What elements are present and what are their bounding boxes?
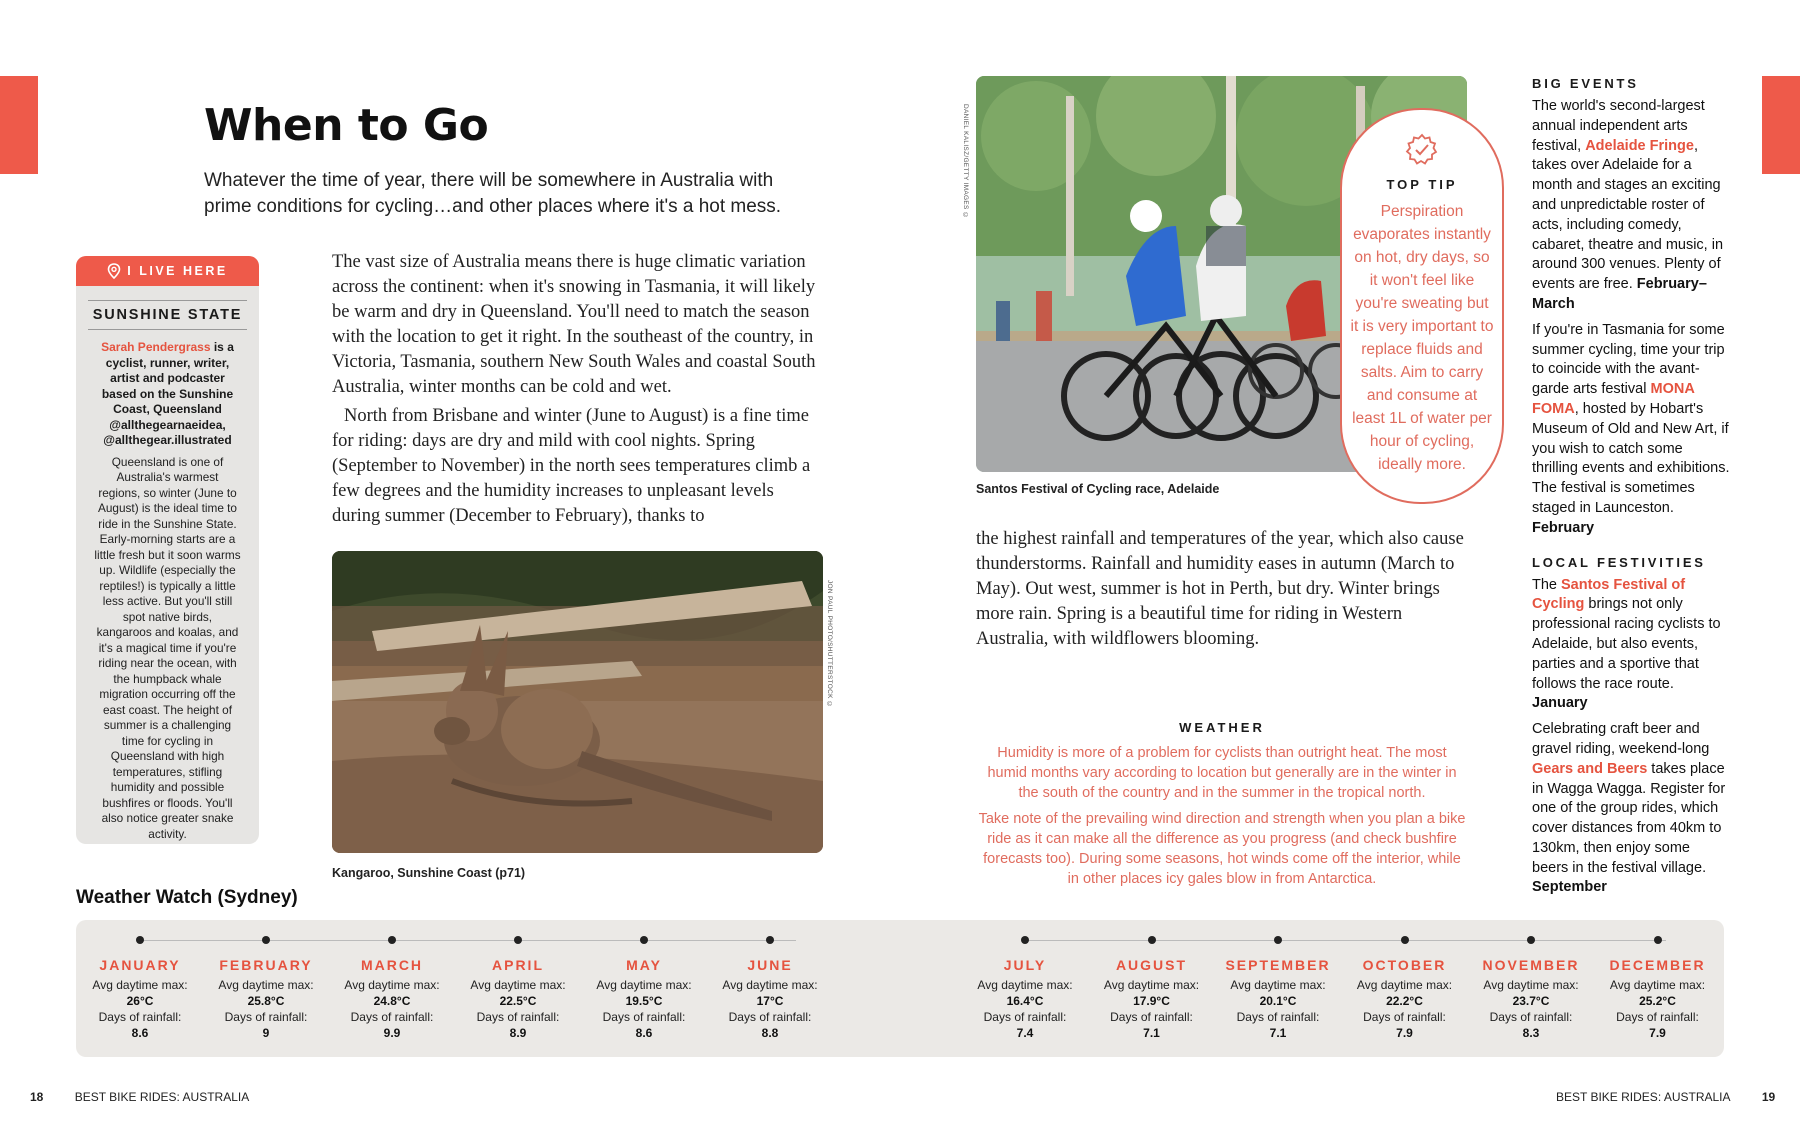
- rain-label: Days of rainfall:: [1363, 1010, 1446, 1024]
- local-card-text: Queensland is one of Australia's warmest regions, so winter (June to August) is the ideal time to ride in the Sunshine State. Early-morning starts are a little fresh but it soon warms up. Wildlife (especially the reptiles!) is typically a little less active. But you'll still spot native birds, kangaroos and koalas, and it's a magical time if you're riding near the ocean, with the humpback whale migration occurring off the east coast. The height of summer is a challenging time for cycling in Queensland with high temperatures, stifling humidity and possible bushfires or floods. You'll also notice greater snake activity.: [94, 454, 241, 841]
- badge-check-icon: [1404, 132, 1440, 168]
- month-name: SEPTEMBER: [1225, 957, 1331, 973]
- timeline-dot: [1401, 936, 1409, 944]
- rain-label: Days of rainfall:: [1489, 1010, 1573, 1024]
- big-events-p2-text-a: If you're in Tasmania for some summer cycling, time your trip to coincide with the avant-garde arts festival: [1532, 321, 1725, 398]
- month-name: OCTOBER: [1362, 957, 1447, 973]
- rain-value: 8.6: [635, 1026, 653, 1040]
- adelaide-fringe-highlight: Adelaide Fringe: [1585, 137, 1694, 154]
- month-column: [589, 936, 699, 1041]
- month-name: FEBRUARY: [219, 957, 313, 973]
- kangaroo-photo-caption: Kangaroo, Sunshine Coast (p71): [332, 866, 526, 880]
- month-name: MARCH: [360, 957, 424, 973]
- month-column: [715, 936, 825, 1041]
- months-first-half: [85, 936, 841, 1041]
- weather-watch-panel: [76, 920, 1724, 1057]
- cycling-photo-caption: Santos Festival of Cycling race, Adelaide: [976, 482, 1220, 496]
- events-sidebar: [1532, 76, 1730, 904]
- right-body-paragraph: the highest rainfall and temperatures of the year, which also cause thunderstorms. Rainfall and humidity eases in autumn (March to May). Out west, summer is hot in Perth, but dry. Winter brings more rain. Spring is a beautiful time for riding in Western Australia, with wildflowers blooming.: [976, 529, 1464, 649]
- rain-value: 7.1: [1269, 1026, 1287, 1040]
- local-card-title: SUNSHINE STATE: [88, 300, 247, 330]
- map-pin-icon: [107, 263, 121, 279]
- temp-label: Avg daytime max:: [1483, 978, 1579, 992]
- temp-value: 17.9°C: [1133, 994, 1170, 1008]
- rain-label: Days of rainfall:: [1236, 1010, 1320, 1024]
- temp-label: Avg daytime max:: [722, 978, 818, 992]
- rain-value: 9.9: [383, 1026, 401, 1040]
- month-column: [463, 936, 573, 1041]
- rain-value: 8.8: [761, 1026, 779, 1040]
- timeline-dot: [136, 936, 144, 944]
- temp-label: Avg daytime max:: [1230, 978, 1326, 992]
- temp-value: 26°C: [126, 994, 154, 1008]
- local-festivities-p2-text-a: Celebrating craft beer and gravel riding, weekend-long: [1532, 721, 1710, 757]
- local-festivities-p1-text-b: brings not only professional racing cyclists to Adelaide, but also events, parties and a sportive that follows the race route.: [1532, 596, 1721, 692]
- rain-value: 7.9: [1396, 1026, 1413, 1040]
- temp-label: Avg daytime max:: [596, 978, 692, 992]
- month-column: [970, 936, 1080, 1041]
- top-tip-box: [1340, 108, 1504, 504]
- month-column: [1097, 936, 1207, 1041]
- right-folio: [1556, 1090, 1775, 1104]
- rain-label: Days of rainfall:: [224, 1010, 308, 1024]
- temp-value: 19.5°C: [625, 994, 663, 1008]
- temp-value: 22.2°C: [1386, 994, 1423, 1008]
- month-name: MAY: [626, 957, 662, 973]
- local-card: [76, 256, 259, 844]
- rain-value: 7.9: [1649, 1026, 1666, 1040]
- local-festivities-paragraph-2: [1532, 720, 1730, 898]
- left-edge-tab: [0, 76, 38, 174]
- right-edge-tab: [1762, 76, 1800, 174]
- timeline-dot: [1654, 936, 1662, 944]
- temp-value: 16.4°C: [1006, 994, 1044, 1008]
- local-festivities-p2-when: September: [1532, 879, 1607, 896]
- temp-label: Avg daytime max:: [344, 978, 440, 992]
- local-card-header: [76, 256, 259, 286]
- weather-section: [978, 720, 1466, 895]
- temp-value: 23.7°C: [1512, 994, 1550, 1008]
- gears-and-beers-highlight: Gears and Beers: [1532, 760, 1648, 777]
- temp-value: 20.1°C: [1259, 994, 1297, 1008]
- timeline-dot: [640, 936, 648, 944]
- top-tip-text: Perspiration evaporates instantly on hot, dry days, so it won't feel like you're sweating but it is very important to replace fluids and salts. Aim to carry and consume at least 1L of water per hour of cycling, ideally more.: [1350, 203, 1494, 473]
- big-events-p2-text-b: , hosted by Hobart's Museum of Old and New Art, if you wish to catch some thrilling events and exhibitions. The festival is sometimes staged in Launceston.: [1532, 400, 1730, 516]
- month-column: [1350, 936, 1460, 1041]
- kangaroo-photo: [332, 551, 823, 853]
- month-column: [1223, 936, 1333, 1041]
- weather-watch-title: Weather Watch (Sydney): [76, 887, 298, 908]
- rain-label: Days of rainfall:: [350, 1010, 434, 1024]
- month-name: JANUARY: [99, 957, 181, 973]
- temp-value: 17°C: [756, 994, 784, 1008]
- rain-label: Days of rainfall:: [1616, 1010, 1699, 1024]
- weather-heading: WEATHER: [1179, 720, 1265, 735]
- rain-value: 8.3: [1522, 1026, 1540, 1040]
- right-body: [976, 527, 1476, 652]
- temp-value: 24.8°C: [373, 994, 411, 1008]
- rain-label: Days of rainfall:: [728, 1010, 812, 1024]
- mona-foma-highlight: MONA FOMA: [1532, 381, 1695, 417]
- timeline-dot: [1274, 936, 1282, 944]
- temp-label: Avg daytime max:: [92, 978, 188, 992]
- santos-festival-highlight: Santos Festival of Cycling: [1532, 576, 1686, 613]
- local-festivities-paragraph-1: [1532, 576, 1730, 715]
- month-name: DECEMBER: [1609, 957, 1706, 973]
- temp-label: Avg daytime max:: [977, 978, 1073, 992]
- rain-label: Days of rainfall:: [602, 1010, 686, 1024]
- month-name: JULY: [1003, 957, 1047, 973]
- timeline-dot: [514, 936, 522, 944]
- local-festivities-p2-text-b: takes place in Wagga Wagga. Register for one of the group rides, which cover distances from 40km to 130km, then enjoy some beers in the festival village.: [1532, 760, 1726, 876]
- month-column: [1476, 936, 1586, 1041]
- local-festivities-p1-text-a: The: [1532, 576, 1562, 593]
- rain-label: Days of rainfall:: [983, 1010, 1067, 1024]
- local-card-bio-text: is a cyclist, runner, writer, artist and podcaster based on the Sunshine Coast, Queensland @allthegearnaeidea, @allthegear.illustrated: [101, 340, 234, 447]
- left-body-paragraph-1: The vast size of Australia means there is huge climatic variation across the continent: when it's snowing in Tasmania, it will likely be warm and dry in Queensland. You'll need to match the season with the location to get it right. In the southeast of the country, in Victoria, Tasmania, southern New South Wales and coastal South Australia, winter months can be cold and wet.: [332, 252, 816, 397]
- left-folio-title: BEST BIKE RIDES: AUSTRALIA: [74, 1090, 250, 1104]
- top-tip-label: TOP TIP: [1386, 177, 1458, 192]
- rain-label: Days of rainfall:: [98, 1010, 182, 1024]
- big-events-p1-when: February–March: [1532, 276, 1707, 312]
- rain-value: 8.6: [131, 1026, 149, 1040]
- timeline-dot: [262, 936, 270, 944]
- timeline-dot: [1021, 936, 1029, 944]
- temp-label: Avg daytime max:: [1103, 978, 1200, 992]
- left-body-paragraph-2: North from Brisbane and winter (June to August) is a fine time for riding: days are dry and mild with cool nights. Spring (September to November) in the north sees temperatures climb a few degrees and the humidity increases to unpleasant levels during summer (December to February), thanks to: [332, 406, 811, 526]
- temp-value: 22.5°C: [499, 994, 537, 1008]
- weather-paragraph-1: Humidity is more of a problem for cyclists than outright heat. The most humid months vary according to location but generally are in the winter in the south of the country and in the summer in the tropical north.: [987, 745, 1457, 801]
- temp-value: 25.8°C: [247, 994, 285, 1008]
- kangaroo-illustration: [332, 551, 823, 853]
- temp-label: Avg daytime max:: [1356, 978, 1453, 992]
- right-folio-title: BEST BIKE RIDES: AUSTRALIA: [1556, 1090, 1731, 1104]
- timeline-dot: [1148, 936, 1156, 944]
- month-name: APRIL: [492, 957, 544, 973]
- months-second-half: [970, 936, 1729, 1041]
- month-column: [1603, 936, 1713, 1041]
- big-events-p1-text-a: The world's second-largest annual independent arts festival,: [1532, 98, 1705, 154]
- kangaroo-photo-credit: JON PAUL PHOTO/SHUTTERSTOCK ©: [826, 580, 833, 709]
- temp-label: Avg daytime max:: [218, 978, 314, 992]
- timeline-dot: [1527, 936, 1535, 944]
- right-page-number: 19: [1761, 1090, 1776, 1104]
- month-column: [85, 936, 195, 1041]
- local-card-badge: I LIVE HERE: [127, 264, 228, 278]
- rain-value: 9: [262, 1026, 270, 1040]
- intro-text: Whatever the time of year, there will be somewhere in Australia with prime conditions for cycling…and other places where it's a hot mess.: [204, 170, 782, 217]
- rain-label: Days of rainfall:: [1110, 1010, 1193, 1024]
- timeline-dot: [388, 936, 396, 944]
- big-events-paragraph-2: [1532, 321, 1730, 539]
- temp-value: 25.2°C: [1639, 994, 1676, 1008]
- month-column: [211, 936, 321, 1041]
- local-festivities-heading: LOCAL FESTIVITIES: [1532, 554, 1706, 570]
- month-name: NOVEMBER: [1482, 957, 1580, 973]
- local-festivities-p1-when: January: [1532, 695, 1588, 712]
- rain-value: 7.1: [1143, 1026, 1160, 1040]
- weather-paragraph-2: Take note of the prevailing wind direction and strength when you plan a bike ride as it can make all the difference as you progress (and check bushfire forecasts too). During some seasons, hot winds come off the interior, while in other places icy gales blow in from Antarctica.: [978, 811, 1466, 887]
- rain-value: 7.4: [1016, 1026, 1034, 1040]
- big-events-heading: BIG EVENTS: [1532, 76, 1639, 91]
- left-body: [332, 250, 824, 529]
- local-card-name: Sarah Pendergrass: [101, 340, 211, 354]
- big-events-p1-text-b: , takes over Adelaide for a month and stages an exciting and unpredictable roster of acts, including comedy, cabaret, theatre and music, in around 300 venues. Plenty of events are free.: [1532, 137, 1724, 293]
- cycling-photo-credit: DANIEL KALISZ/GETTY IMAGES ©: [962, 104, 969, 220]
- left-page-number: 18: [30, 1090, 44, 1104]
- month-name: JUNE: [747, 957, 793, 973]
- left-folio: [30, 1090, 249, 1104]
- rain-label: Days of rainfall:: [476, 1010, 560, 1024]
- temp-label: Avg daytime max:: [1609, 978, 1706, 992]
- month-column: [337, 936, 447, 1041]
- big-events-p2-when: February: [1532, 519, 1595, 536]
- timeline-dot: [766, 936, 774, 944]
- big-events-paragraph-1: [1532, 97, 1730, 315]
- temp-label: Avg daytime max:: [470, 978, 566, 992]
- rain-value: 8.9: [509, 1026, 527, 1040]
- month-name: AUGUST: [1115, 957, 1188, 973]
- local-card-bio: [76, 340, 259, 449]
- page-title: When to Go: [204, 100, 489, 151]
